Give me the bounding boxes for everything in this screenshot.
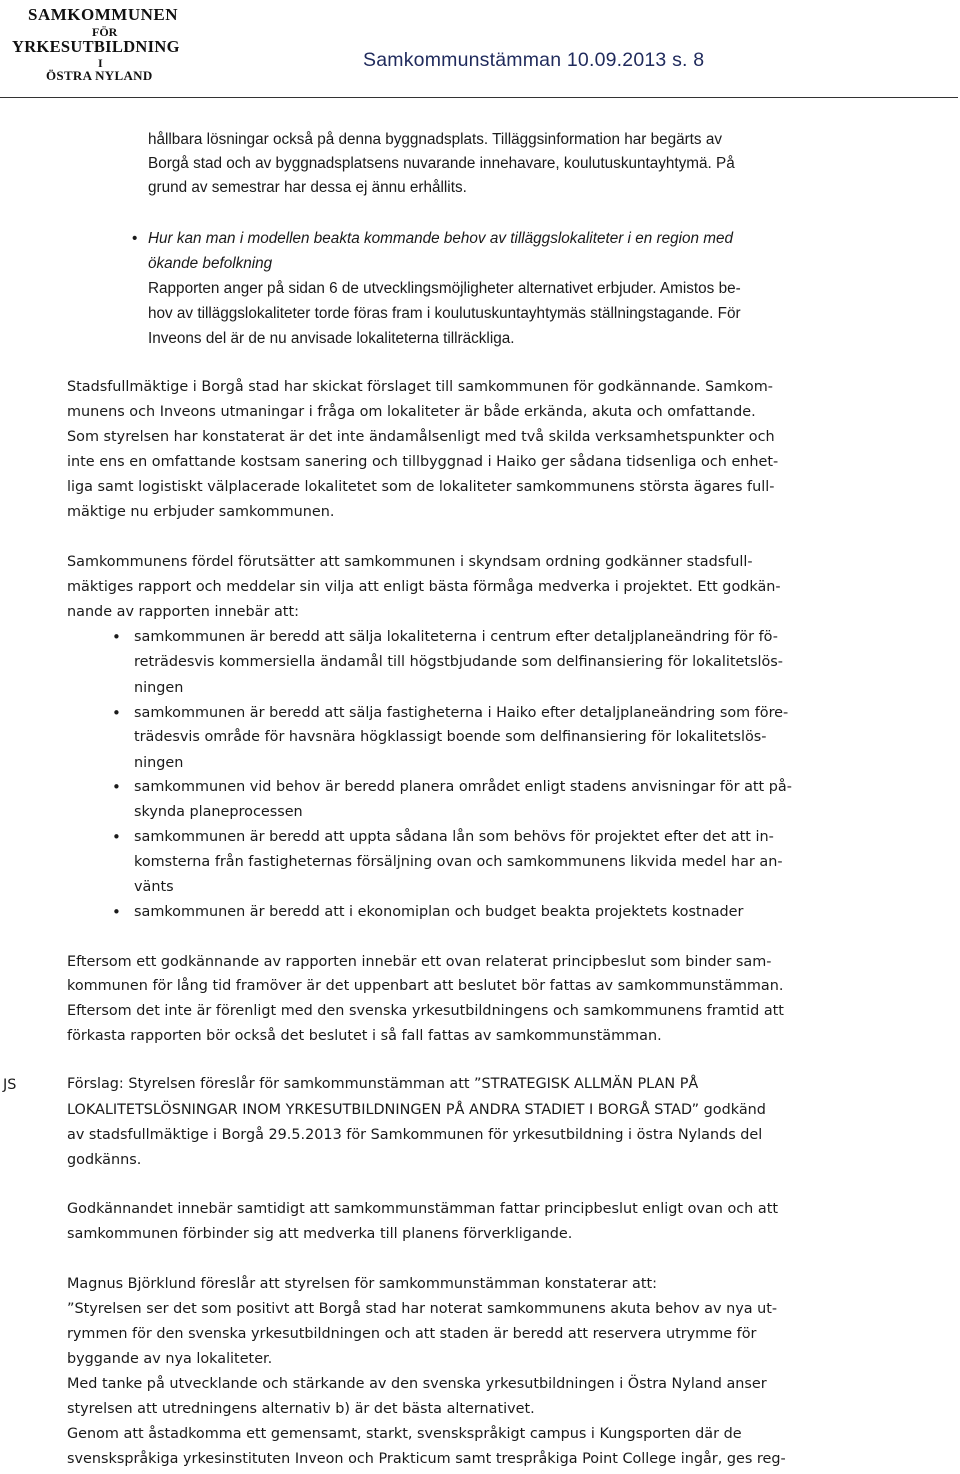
text-line: Godkännandet innebär samtidigt att samkommunstämman fattar principbeslut enligt ovan och att (67, 1201, 778, 1217)
text-line: nande av rapporten innebär att: (67, 604, 299, 620)
text-line: mäktige nu erbjuder samkommunen. (67, 504, 335, 520)
text-line: mäktiges rapport och meddelar sin vilja att enligt bästa förmåga medverka i projektet. Ett godkän- (67, 579, 781, 595)
text-line: Som styrelsen har konstaterat är det inte ändamålsenligt med två skilda verksamhetspunkter och (67, 429, 775, 445)
logo-line-5: ÖSTRA NYLAND (46, 68, 153, 83)
question-line: ökande befolkning (148, 255, 273, 272)
bullet-marker: • (112, 828, 121, 846)
text-line: styrelsen att utredningens alternativ b) är det bästa alternativet. (67, 1401, 535, 1417)
question-line: Hur kan man i modellen beakta kommande behov av tilläggslokaliteter i en region med (148, 230, 734, 247)
text-line: samkommunen förbinder sig att medverka till planens förverkligande. (67, 1226, 573, 1242)
text-line: Genom att åstadkomma ett gemensamt, starkt, svenskspråkigt campus i Kungsporten där de (67, 1426, 742, 1442)
text-line: hållbara lösningar också på denna byggnadsplats. Tilläggsinformation har begärts av (148, 131, 722, 148)
logo-line-3: YRKESUTBILDNING (12, 37, 180, 56)
bullet-marker: • (112, 778, 121, 796)
text-line: Eftersom det inte är förenligt med den svenska yrkesutbildningens och samkommunens framtid att (67, 1003, 784, 1019)
list-item-line: samkommunen är beredd att uppta sådana lån som behövs för projektet efter det att in- (134, 829, 774, 845)
meeting-page-header: Samkommunstämman 10.09.2013 s. 8 (363, 49, 705, 71)
text-line: LOKALITETSLÖSNINGAR INOM YRKESUTBILDNINGEN PÅ ANDRA STADIET I BORGÅ STAD” godkänd (67, 1102, 766, 1118)
list-item-line: vänts (134, 879, 174, 895)
list-item-line: komsterna från fastigheternas försäljning ovan och samkommunens likvida medel har an- (134, 854, 783, 870)
text-line: ”Styrelsen ser det som positivt att Borgå stad har noterat samkommunens akuta behov av nya ut- (67, 1301, 778, 1317)
text-line: rymmen för den svenska yrkesutbildningen och att staden är beredd att reservera utrymme för (67, 1326, 757, 1342)
text-line: förkasta rapporten bör också det beslutet i så fall fattas av samkommunstämman. (67, 1028, 662, 1044)
organization-logo (8, 4, 204, 92)
text-line: Eftersom ett godkännande av rapporten innebär ett ovan relaterat principbeslut som binder sam- (67, 954, 772, 970)
header-divider (0, 97, 958, 98)
text-line: Förslag: Styrelsen föreslår för samkommunstämman att ”STRATEGISK ALLMÄN PLAN PÅ (67, 1076, 699, 1092)
text-line: Borgå stad och av byggnadsplatsens nuvarande innehavare, koulutuskuntayhtymä. På (148, 155, 735, 172)
bullet-marker: • (112, 903, 121, 921)
list-item-line: samkommunen är beredd att i ekonomiplan och budget beakta projektets kostnader (134, 904, 744, 920)
text-line: kommunen för lång tid framöver är det uppenbart att beslutet bör fattas av samkommunstämman. (67, 978, 784, 994)
text-line: Med tanke på utvecklande och stärkande av den svenska yrkesutbildningen i Östra Nyland anser (67, 1376, 767, 1392)
bullet-marker: • (112, 704, 121, 722)
bullet-marker: • (112, 628, 121, 646)
text-line: Inveons del är de nu anvisade lokaliteterna tillräckliga. (148, 330, 515, 347)
list-item-line: samkommunen är beredd att sälja fastigheterna i Haiko efter detaljplaneändring som före- (134, 705, 789, 721)
list-item-line: ningen (134, 755, 184, 771)
logo-line-1: SAMKOMMUNEN (28, 5, 178, 24)
logo-line-2: FÖR (92, 25, 118, 39)
text-line: godkänns. (67, 1152, 142, 1168)
bullet-marker: • (132, 230, 138, 247)
list-item-line: samkommunen är beredd att sälja lokaliteterna i centrum efter detaljplaneändring för fö- (134, 629, 778, 645)
text-line: Stadsfullmäktige i Borgå stad har skickat förslaget till samkommunen för godkännande. Samkom- (67, 379, 773, 395)
text-line: munens och Inveons utmaningar i fråga om lokaliteter är både erkända, akuta och omfattande. (67, 404, 756, 420)
margin-initials: JS (3, 1077, 17, 1093)
text-line: hov av tilläggslokaliteter torde föras fram i koulutuskuntayhtymäs ställningstagande. För (148, 305, 741, 322)
text-line: liga samt logistiskt välplacerade lokalitetet som de lokaliteter samkommunens största ägares full- (67, 479, 775, 495)
text-line: Samkommunens fördel förutsätter att samkommunen i skyndsam ordning godkänner stadsfull- (67, 554, 753, 570)
logo-line-4: I (98, 56, 103, 70)
text-line: byggande av nya lokaliteter. (67, 1351, 273, 1367)
text-line: Magnus Björklund föreslår att styrelsen för samkommunstämman konstaterar att: (67, 1276, 658, 1292)
list-item-line: trädesvis område för havsnära högklassigt boende som delfinansiering för lokalitetslös- (134, 729, 767, 745)
text-line: grund av semestrar har dessa ej ännu erhållits. (148, 179, 467, 196)
list-item-line: samkommunen vid behov är beredd planera området enligt stadens anvisningar för att på- (134, 779, 792, 795)
text-line: inte ens en omfattande kostsam sanering och tillbyggnad i Haiko ger sådana tidsenliga och enhet- (67, 454, 779, 470)
list-item-line: reträdesvis kommersiella ändamål till högstbjudande som delfinansiering för lokalitetslös- (134, 654, 783, 670)
text-line: svenskspråkiga yrkesinstituten Inveon och Prakticum samt trespråkiga Point College ingår, ges reg- (67, 1451, 786, 1467)
list-item-line: ningen (134, 680, 184, 696)
list-item-line: skynda planeprocessen (134, 804, 303, 820)
text-line: av stadsfullmäktige i Borgå 29.5.2013 för Samkommunen för yrkesutbildning i östra Nylands del (67, 1127, 763, 1143)
text-line: Rapporten anger på sidan 6 de utvecklingsmöjligheter alternativet erbjuder. Amistos be- (148, 280, 741, 297)
